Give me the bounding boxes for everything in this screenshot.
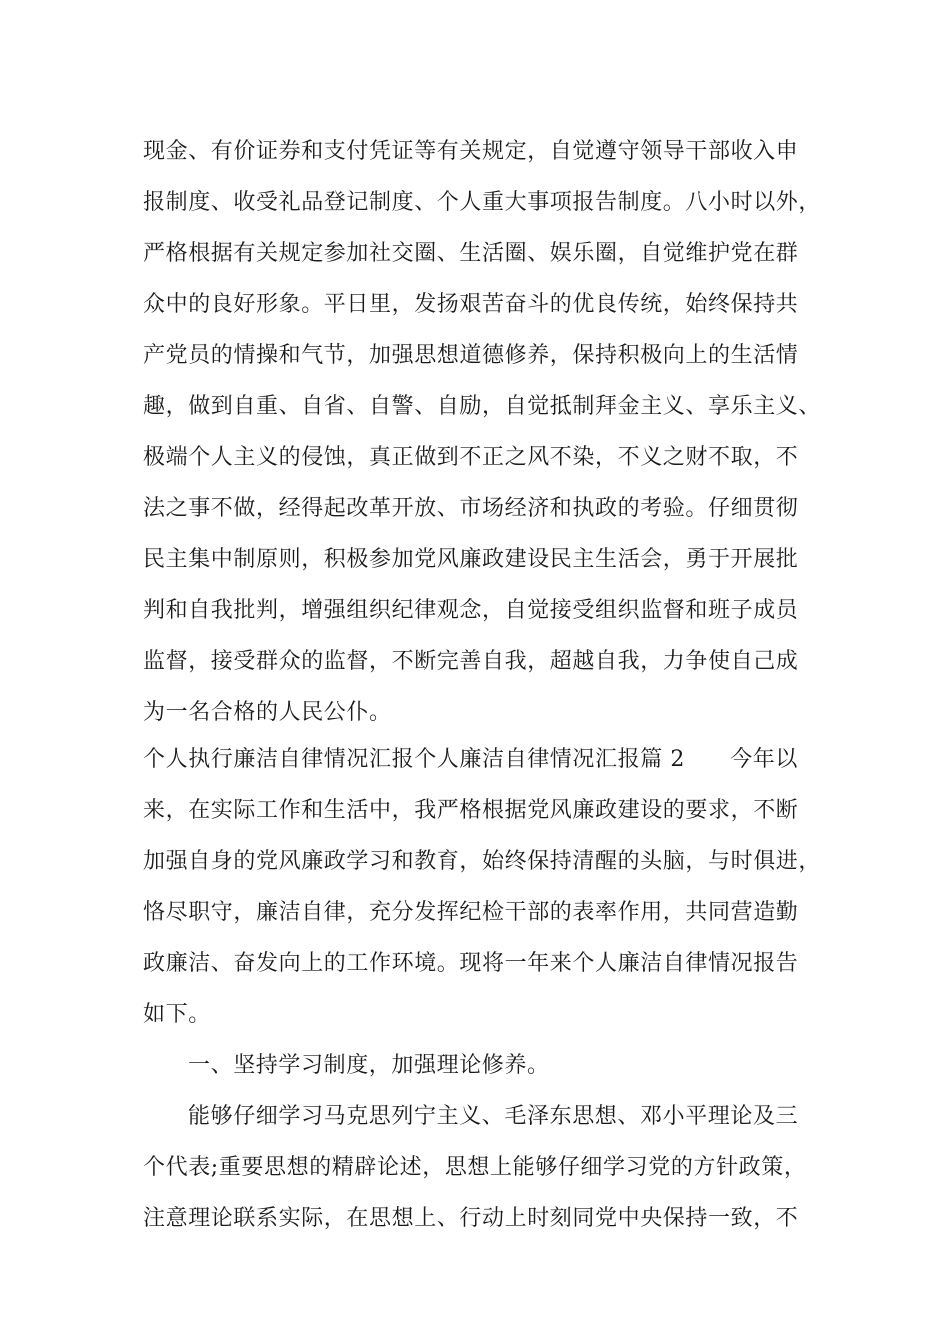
text-line: 众中的良好形象。平日里，发扬艰苦奋斗的优良传统，始终保持共 xyxy=(143,292,799,317)
text-line: 注意理论联系实际，在思想上、行动上时刻同党中央保持一致，不 xyxy=(143,1206,799,1231)
text-line: 能够仔细学习马克思列宁主义、毛泽东思想、邓小平理论及三 xyxy=(188,1104,799,1129)
text-line: 趣，做到自重、自省、自警、自励，自觉抵制拜金主义、享乐主义、 xyxy=(143,394,822,419)
text-line: 个代表;重要思想的精辟论述，思想上能够仔细学习党的方针政策， xyxy=(143,1155,807,1180)
text-line: 法之事不做，经得起改革开放、市场经济和执政的考验。仔细贯彻 xyxy=(143,496,799,521)
text-line: 现金、有价证券和支付凭证等有关规定，自觉遵守领导干部收入申 xyxy=(143,139,799,164)
text-line: 恪尽职守，廉洁自律，充分发挥纪检干部的表率作用，共同营造勤 xyxy=(143,900,799,925)
text-line: 加强自身的党风廉政学习和教育，始终保持清醒的头脑，与时俱进， xyxy=(143,849,822,874)
text-line: 严格根据有关规定参加社交圈、生活圈、娱乐圈，自觉维护党在群 xyxy=(143,241,799,266)
text-line: 如下。 xyxy=(143,1002,211,1027)
section-heading-line: 个人执行廉洁自律情况汇报个人廉洁自律情况汇报篇 2 今年以 xyxy=(143,747,798,772)
text-line: 政廉洁、奋发向上的工作环境。现将一年来个人廉洁自律情况报告 xyxy=(143,951,799,976)
text-line: 来，在实际工作和生活中，我严格根据党风廉政建设的要求，不断 xyxy=(143,798,799,823)
text-line: 为一名合格的人民公仆。 xyxy=(143,700,392,725)
subheading-line: 一、坚持学习制度，加强理论修养。 xyxy=(188,1053,550,1078)
text-line: 报制度、收受礼品登记制度、个人重大事项报告制度。八小时以外， xyxy=(143,190,822,215)
text-line: 监督，接受群众的监督，不断完善自我，超越自我，力争使自己成 xyxy=(143,649,799,674)
text-line: 产党员的情操和气节，加强思想道德修养，保持积极向上的生活情 xyxy=(143,343,799,368)
text-line: 极端个人主义的侵蚀，真正做到不正之风不染，不义之财不取，不 xyxy=(143,445,799,470)
text-line: 民主集中制原则，积极参加党风廉政建设民主生活会，勇于开展批 xyxy=(143,547,799,572)
text-line: 判和自我批判，增强组织纪律观念，自觉接受组织监督和班子成员 xyxy=(143,598,799,623)
